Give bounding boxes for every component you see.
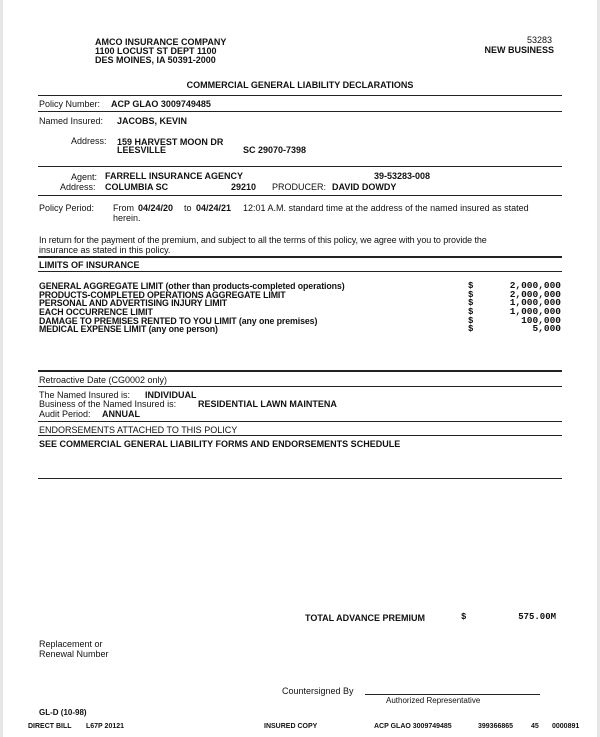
limit-amount: 1,000,000 [509,297,561,309]
limit-row [39,325,561,334]
divider [38,111,562,112]
form-number: GL-D (10-98) [39,708,87,717]
policy-number-label: Policy Number: [39,99,101,109]
premium-amount: 575.00M [518,612,556,622]
footer-bill: DIRECT BILL [28,723,72,730]
form-title: COMMERCIAL GENERAL LIABILITY DECLARATIONS [186,80,414,90]
limit-label: GENERAL AGGREGATE LIMIT (other than products-completed operations) [39,281,345,291]
period-to-label: to [184,203,192,213]
limit-amount: 100,000 [521,314,561,326]
limit-currency: $ [468,298,474,309]
agent-address-value: COLUMBIA SC [105,182,169,192]
business-label: Business of the Named Insured is: [39,399,177,409]
footer-code: L67P 20121 [86,723,125,730]
divider [38,386,562,387]
limit-currency: $ [468,289,474,300]
total-premium-label: TOTAL ADVANCE PREMIUM [305,613,426,623]
company-address-line2: DES MOINES, IA 50391-2000 [95,55,216,65]
limit-label: EACH OCCURRENCE LIMIT [39,307,153,318]
limit-currency: $ [468,307,474,318]
insured-address-label: Address: [71,136,107,146]
limit-label: PERSONAL AND ADVERTISING INJURY LIMIT [39,298,228,309]
divider [38,95,562,96]
agreement-line1: In return for the payment of the premium, and subject to all the terms of this policy, we agree with you to provide the [39,235,487,245]
insured-state-zip: SC 29070-7398 [243,145,307,155]
agent-name: FARRELL INSURANCE AGENCY [105,171,244,181]
agent-label: Agent: [71,172,98,182]
header-number: 53283 [526,35,552,45]
divider [38,370,562,372]
policy-number-value: ACP GLAO 3009749485 [111,99,211,109]
company-address-line1: 1100 LOCUST ST DEPT 1100 [95,46,217,56]
footer-num3: 0000891 [552,723,580,730]
insured-city: LEESVILLE [117,145,167,155]
page-left-edge [0,0,3,737]
signature-line [365,694,540,695]
divider [38,256,562,258]
divider [38,435,562,436]
business-value: RESIDENTIAL LAWN MAINTENA [198,399,337,409]
audit-period-value: ANNUAL [102,409,140,419]
endorsements-header: ENDORSEMENTS ATTACHED TO THIS POLICY [39,425,238,435]
replacement-label-line1: Replacement or [39,639,103,649]
agent-code: 39-53283-008 [374,171,431,181]
limit-currency: $ [468,315,474,326]
limit-amount: 2,000,000 [509,280,561,291]
limit-amount: 1,000,000 [509,306,561,318]
footer-policy: ACP GLAO 3009749485 [374,723,452,730]
authorized-rep-label: Authorized Representative [386,696,481,705]
divider [38,478,562,479]
period-from-date: 04/24/20 [138,203,174,213]
producer-label: PRODUCER: [272,182,327,192]
named-insured-is-label: The Named Insured is: [39,390,131,400]
named-insured-is-value: INDIVIDUAL [145,390,197,400]
footer-num2: 45 [531,723,539,730]
insured-address-line1: 159 HARVEST MOON DR [117,137,224,147]
limit-label: MEDICAL EXPENSE LIMIT (any one person) [39,324,218,335]
divider [38,166,562,167]
company-name: AMCO INSURANCE COMPANY [95,37,227,47]
named-insured-value: JACOBS, KEVIN [117,116,188,126]
period-from-label: From [113,203,134,213]
limit-amount: 5,000 [532,323,561,335]
limits-header: LIMITS OF INSURANCE [39,260,140,270]
agent-address-label: Address: [60,182,96,192]
divider [38,195,562,196]
limit-label: PRODUCTS-COMPLETED OPERATIONS AGGREGATE LIMIT [39,289,286,300]
period-text-line2: herein. [113,213,141,223]
agent-zip: 29210 [231,182,257,192]
limit-amount: 2,000,000 [509,288,561,300]
footer-copy: INSURED COPY [264,723,318,730]
countersigned-label: Countersigned By [282,686,354,696]
footer-num1: 399366865 [478,723,514,730]
divider [38,421,562,422]
limit-label: DAMAGE TO PREMISES RENTED TO YOU LIMIT (any one premises) [39,315,318,326]
period-to-date: 04/24/21 [196,203,232,213]
divider [38,271,562,272]
replacement-label-line2: Renewal Number [39,649,109,659]
endorsements-text: SEE COMMERCIAL GENERAL LIABILITY FORMS AND ENDORSEMENTS SCHEDULE [39,439,401,449]
agreement-line2: insurance as stated in this policy. [39,245,171,255]
business-type: NEW BUSINESS [484,45,554,55]
retroactive-date-label: Retroactive Date (CG0002 only) [39,375,168,385]
named-insured-label: Named Insured: [39,116,104,126]
premium-currency: $ [461,612,467,622]
policy-period-label: Policy Period: [39,203,95,213]
period-text-line1: 12:01 A.M. standard time at the address of the named insured as stated [243,203,529,213]
limit-currency: $ [468,281,474,291]
limit-currency: $ [468,324,474,335]
producer-value: DAVID DOWDY [332,182,397,192]
limits-table [39,282,561,334]
audit-period-label: Audit Period: [39,409,91,419]
